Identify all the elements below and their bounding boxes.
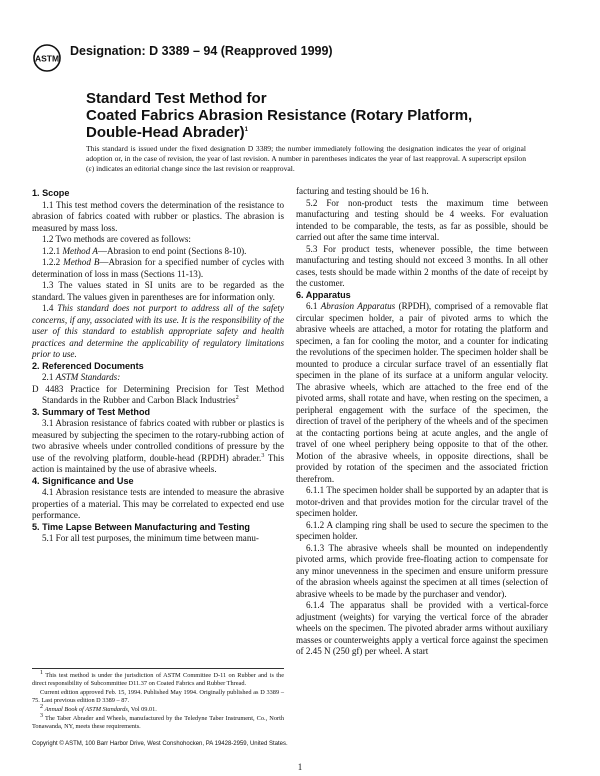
text: The Taber Abrader and Wheels, manufactured by the Teledyne Taber Instrument, Co., North Tonawanda, NY, meets these requirements. [32, 715, 284, 730]
text: This test method is under the jurisdiction of ASTM Committee D-11 on Rubber and is the direct responsibility of Subcommittee D11.37 on Coated Fabrics and Rubber Thread. [32, 672, 284, 687]
paragraph-1-2: 1.2 Two methods are covered as follows: [42, 234, 191, 244]
num: 2.1 [42, 372, 56, 382]
section-heading-referenced-documents: 2. Referenced Documents [32, 360, 144, 371]
method-b: Method B [63, 257, 100, 267]
method-a: Method A [62, 245, 98, 256]
title-line-3-text: Double-Head Abrader) [86, 124, 245, 141]
text: D 4483 Practice for Determining Precision for Test Method Standards in the Rubber and Carbon Black Industries [32, 383, 284, 405]
paragraph-1-2-2 [32, 257, 284, 280]
paragraph-1-3: 1.3 The values stated in SI units are to be regarded as the standard. The values given in parentheses are for information only. [32, 280, 284, 302]
footnote-1: $^1$ This test method is under the jurisdiction of ASTM Committee D-11 on Rubber and is the direct responsibility of Subcommittee D11.37 on Coated Fabrics and Rubber Thread. [32, 669, 284, 687]
paragraph-3-1 [32, 418, 284, 476]
annual-book: Annual Book of ASTM Standards [44, 706, 128, 713]
num: 1.2.1 [42, 245, 63, 256]
text: —Abrasion for a specified number of cycles with determination of loss in mass (Sections 11-13). [32, 257, 284, 279]
section-heading-time-lapse: 5. Time Lapse Between Manufacturing and Testing [32, 521, 250, 532]
footnote-3: $^3$ The Taber Abrader and Wheels, manufactured by the Teledyne Taber Instrument, Co., North Tonawanda, NY, meets these requirements. [32, 712, 284, 730]
paragraph-5-1: 5.1 For all test purposes, the minimum time between manu- [42, 533, 259, 543]
standard-notice: This standard is issued under the fixed designation D 3389; the number immediately following the designation indicates the year of original adoption or, in the case of revision, the year of last revision. A number in parentheses indicates the year of last reapproval. A superscript epsilon (ε) indicates an editorial change since the last revision or reapproval. [86, 144, 526, 173]
footnote-mark: 2 [235, 394, 239, 401]
text: (RPDH), comprised of a removable flat circular specimen holder, a pair of pivoted arms to which the abrasive wheels are attached, a motor for rotating the platform and specimen, a fan for cooling the motor, and a counter for indicating the revolutions of the specimen holder. The specimen holder shall be mounted to produce a circular surface travel of an essentially flat specimen in the plane of its surface at a uniform angular velocity. The abrasive wheels, which are attached to the free end of the pivoted arms, shall rotate and have, when resting on the specimen, a peripheral engagement with the surface of the specimen, the direction of travel of the periphery of the wheels and of the specimen at the contacting portions being at acute angles, and the angle of travel of one wheel periphery being opposite to that of the other. Motion of the abrasive wheels, in opposite directions, shall be provided by rotation of the specimen and the associated friction therefrom. [296, 301, 549, 484]
footnote-2: $^2$ Annual Book of ASTM Standards, Vol 09.01. [40, 703, 157, 713]
right-column [296, 186, 548, 658]
page-number: 1 [297, 762, 303, 772]
section-heading-significance: 4. Significance and Use [32, 475, 134, 486]
title-footnote-mark: 1 [244, 127, 248, 133]
paragraph-6-1-1: 6.1.1 The specimen holder shall be supported by an adapter that is motor-driven and that provides motion for the circular travel of the specimen holder. [296, 485, 548, 518]
paragraph-2-1 [32, 372, 284, 384]
footnote-1b: Current edition approved Feb. 15, 1994. Published May 1994. Originally published as D 3389 – 75. Last previous edition D 3389 – 87. [32, 689, 284, 704]
paragraph-5-1-continued: facturing and testing should be 16 h. [296, 186, 429, 196]
paragraph-5-3: 5.3 For product tests, whenever possible, the time between manufacturing and testing should not exceed 3 months. In all other cases, tests should be made within 2 months of the date of receipt by the customer. [296, 243, 548, 288]
paragraph-1-1: 1.1 This test method covers the determination of the resistance to abrasion of fabrics coated with rubber or plastics. The abrasion is measured by mass loss. [32, 199, 284, 233]
astm-standards: ASTM Standards: [55, 372, 121, 382]
left-column [32, 188, 284, 545]
document-title [86, 90, 472, 141]
safety-text: This standard does not purport to address all of the safety concerns, if any, associated with its use. It is the responsibility of the user of this standard to establish appropriate safety and health practices and determine the applicability of regulatory limitations prior to use. [32, 303, 284, 359]
num: 1.4 [42, 303, 58, 313]
text: , Vol 09.01. [127, 706, 157, 713]
paragraph-1-4 [32, 303, 284, 361]
num: 1.2.2 [42, 257, 64, 267]
paragraph-1-2-1 [32, 246, 284, 258]
text: 3.1 Abrasion resistance of fabrics coated with rubber or plastics is measured by subjecting the specimen to the rotary-rubbing action of two abrasive wheels under controlled conditions of pressure by the use of the revolving platform, double-head (RPDH) abrader. [32, 418, 284, 463]
designation: Designation: D 3389 – 94 (Reapproved 1999) [70, 44, 333, 58]
text-end: This action is maintained by the use of abrasive wheels. [32, 452, 284, 474]
num: 6.1 [306, 301, 321, 311]
footnote-mark: 3 [261, 452, 265, 459]
title-line-1: Standard Test Method for [86, 90, 267, 107]
paragraph-6-1-2: 6.1.2 A clamping ring shall be used to secure the specimen to the specimen holder. [296, 519, 548, 541]
paragraph-4-1: 4.1 Abrasion resistance tests are intended to measure the abrasive properties of a material. This may be correlated to expected end use performance. [32, 487, 284, 520]
section-heading-scope: 1. Scope [32, 188, 70, 198]
copyright: Copyright © ASTM, 100 Barr Harbor Drive, West Conshohocken, PA 19428-2959, United States. [32, 741, 288, 747]
section-heading-apparatus: 6. Apparatus [296, 289, 351, 300]
paragraph-6-1-4: 6.1.4 The apparatus shall be provided with a vertical-force adjustment (weights) for varying the vertical force of the abrader wheels on the specimen. The pivoted abrader arms without auxiliary masses or counterweights apply a vertical force against the specimen of 2.45 N (250 gf) per wheel. A start [296, 600, 548, 656]
title-line-3 [86, 124, 472, 141]
section-heading-summary: 3. Summary of Test Method [32, 406, 151, 417]
paragraph-6-1-3: 6.1.3 The abrasive wheels shall be mounted on independently pivoted arms, which provide free-floating action to compensate for any minor unevenness in the specimen and ensure uniform pressure of the abrasion wheels against the specimen at all times (selection of abrasive wheels to be made by the purchaser and vendor). [296, 542, 548, 599]
reference-d4483 [32, 384, 284, 407]
title-line-2: Coated Fabrics Abrasion Resistance (Rotary Platform, [86, 107, 473, 124]
paragraph-5-2: 5.2 For non-product tests the maximum time between manufacturing and testing should be 4 weeks. For evaluation intended to be comparable, the tests, as far as possible, should be carried out after the same time interval. [296, 197, 548, 242]
paragraph-6-1 [296, 301, 548, 485]
footnotes [32, 668, 284, 732]
abrasion-apparatus: Abrasion Apparatus [320, 301, 396, 311]
astm-logo [30, 43, 64, 73]
astm-logo-text: ASTM [34, 53, 60, 64]
text: —Abrasion to end point (Sections 8-10). [97, 245, 247, 256]
